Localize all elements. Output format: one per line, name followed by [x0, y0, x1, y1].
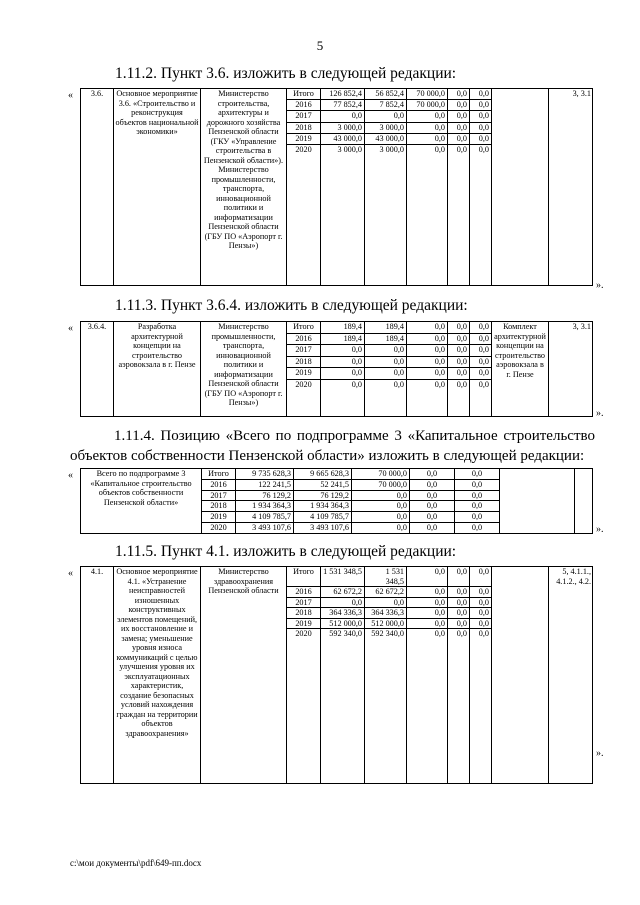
value-cell: 0,0: [455, 512, 500, 523]
value-cell: 0,0: [470, 145, 492, 286]
value-cell: 0,0: [455, 490, 500, 501]
year-cell: 2018: [287, 356, 321, 368]
section-heading-3-6: 1.11.2. Пункт 3.6. изложить в следующей редакции:: [115, 65, 457, 82]
value-cell: 0,0: [365, 111, 407, 122]
item-name: Основное мероприятие 3.6. «Строительство и реконструкция объектов национальной экономики»: [114, 89, 201, 286]
value-cell: 0,0: [352, 523, 410, 534]
item-indicator: 3, 3.1: [549, 89, 593, 286]
value-cell: 0,0: [455, 479, 500, 490]
value-cell: 0,0: [470, 356, 492, 368]
year-cell: 2020: [287, 145, 321, 286]
value-cell: 0,0: [352, 501, 410, 512]
year-cell: 2020: [287, 629, 321, 784]
value-cell: 0,0: [470, 608, 492, 619]
table-3-6: [80, 88, 593, 286]
item-number: 3.6.4.: [81, 322, 114, 417]
value-cell: 3 000,0: [365, 145, 407, 286]
value-cell: 62 672,2: [321, 587, 365, 598]
open-quote: «: [68, 90, 73, 101]
value-cell: 62 672,2: [365, 587, 407, 598]
year-cell: 2017: [202, 490, 236, 501]
value-cell: 3 000,0: [321, 145, 365, 286]
value-cell: 0,0: [455, 501, 500, 512]
year-cell: 2018: [287, 608, 321, 619]
value-cell: 512 000,0: [321, 618, 365, 629]
item-indicator: 5, 4.1.1., 4.1.2., 4.2.: [549, 567, 593, 784]
value-cell: 0,0: [470, 133, 492, 144]
value-cell: 0,0: [407, 333, 448, 345]
value-cell: 0,0: [470, 368, 492, 380]
value-cell: 70 000,0: [407, 100, 448, 111]
value-cell: 0,0: [321, 380, 365, 417]
close-quote: ».: [596, 748, 604, 759]
value-cell: 0,0: [455, 523, 500, 534]
value-cell: 0,0: [448, 629, 470, 784]
value-cell: 43 000,0: [365, 133, 407, 144]
value-cell: 0,0: [321, 368, 365, 380]
value-cell: 0,0: [407, 380, 448, 417]
value-cell: 76 129,2: [294, 490, 352, 501]
value-cell: 0,0: [470, 618, 492, 629]
year-cell: 2019: [202, 512, 236, 523]
value-cell: 70 000,0: [352, 469, 410, 480]
value-cell: 189,4: [365, 322, 407, 334]
close-quote: ».: [596, 280, 604, 291]
value-cell: 122 241,5: [236, 479, 294, 490]
value-cell: 3 000,0: [321, 122, 365, 133]
value-cell: 0,0: [407, 608, 448, 619]
year-cell: 2017: [287, 111, 321, 122]
value-cell: 43 000,0: [321, 133, 365, 144]
item-number: 3.6.: [81, 89, 114, 286]
value-cell: 76 129,2: [236, 490, 294, 501]
value-cell: 0,0: [448, 608, 470, 619]
close-quote: ».: [596, 408, 604, 419]
item-number: 4.1.: [81, 567, 114, 784]
value-cell: 0,0: [470, 333, 492, 345]
value-cell: 0,0: [365, 368, 407, 380]
value-cell: 70 000,0: [407, 89, 448, 100]
value-cell: 0,0: [365, 597, 407, 608]
value-cell: 0,0: [407, 322, 448, 334]
value-cell: 0,0: [407, 345, 448, 357]
section-heading-3-6-4: 1.11.3. Пункт 3.6.4. изложить в следующей редакции:: [115, 297, 468, 314]
value-cell: 0,0: [365, 356, 407, 368]
year-cell: Итого: [202, 469, 236, 480]
year-cell: 2018: [202, 501, 236, 512]
value-cell: 1 934 364,3: [294, 501, 352, 512]
value-cell: 1 531 348,5: [365, 567, 407, 587]
open-quote: «: [68, 323, 73, 334]
value-cell: 189,4: [365, 333, 407, 345]
value-cell: 0,0: [321, 597, 365, 608]
value-cell: 0,0: [407, 122, 448, 133]
value-cell: 0,0: [448, 567, 470, 587]
year-cell: 2020: [287, 380, 321, 417]
value-cell: 1 934 364,3: [236, 501, 294, 512]
value-cell: 0,0: [365, 380, 407, 417]
item-result: [492, 89, 549, 286]
value-cell: 364 336,3: [321, 608, 365, 619]
year-cell: Итого: [287, 567, 321, 587]
year-cell: 2019: [287, 368, 321, 380]
value-cell: 0,0: [365, 345, 407, 357]
value-cell: 0,0: [407, 629, 448, 784]
value-cell: 3 493 107,6: [236, 523, 294, 534]
value-cell: 0,0: [470, 380, 492, 417]
section-heading-4-1: 1.11.5. Пункт 4.1. изложить в следующей редакции:: [115, 543, 457, 560]
empty-cell: [575, 469, 593, 534]
year-cell: 2020: [202, 523, 236, 534]
year-cell: 2016: [202, 479, 236, 490]
item-name: Разработка архитектурной концепции на строительство аэровокзала в г. Пензе: [114, 322, 201, 417]
year-cell: 2019: [287, 133, 321, 144]
value-cell: 512 000,0: [365, 618, 407, 629]
open-quote: «: [68, 470, 73, 481]
value-cell: 0,0: [470, 345, 492, 357]
table-3-6-4: [80, 321, 593, 417]
value-cell: 0,0: [321, 111, 365, 122]
value-cell: 0,0: [448, 145, 470, 286]
value-cell: 0,0: [410, 512, 455, 523]
value-cell: 0,0: [352, 490, 410, 501]
table-4-1: [80, 566, 593, 784]
value-cell: 0,0: [448, 597, 470, 608]
value-cell: 0,0: [448, 122, 470, 133]
value-cell: 0,0: [407, 567, 448, 587]
value-cell: 126 852,4: [321, 89, 365, 100]
value-cell: 189,4: [321, 333, 365, 345]
subprogram-label: Всего по подпрограмме 3 «Капитальное строительство объектов собственности Пензенской области»: [81, 469, 202, 534]
file-path-footer: c:\мои документы\pdf\649-пп.docx: [70, 858, 202, 868]
close-quote: ».: [596, 524, 604, 535]
value-cell: 592 340,0: [321, 629, 365, 784]
value-cell: 364 336,3: [365, 608, 407, 619]
value-cell: 0,0: [470, 100, 492, 111]
value-cell: 0,0: [407, 145, 448, 286]
value-cell: 9 735 628,3: [236, 469, 294, 480]
value-cell: 0,0: [448, 618, 470, 629]
value-cell: 3 000,0: [365, 122, 407, 133]
page-number: 5: [316, 38, 324, 53]
item-executor: Министерство строительства, архитектуры и дорожного хозяйства Пензенской области (ГКУ «Управление строительства в Пензенской области»). Министерство промышленности, транспорта, инновационной политики и информатизации Пензенской области (ГБУ ПО «Аэропорт г. Пензы»): [201, 89, 287, 286]
value-cell: 0,0: [448, 133, 470, 144]
value-cell: 0,0: [470, 111, 492, 122]
value-cell: 0,0: [410, 490, 455, 501]
open-quote: «: [68, 568, 73, 579]
value-cell: 9 665 628,3: [294, 469, 352, 480]
value-cell: 0,0: [410, 479, 455, 490]
value-cell: 0,0: [448, 368, 470, 380]
value-cell: 0,0: [407, 368, 448, 380]
value-cell: 0,0: [448, 356, 470, 368]
value-cell: 0,0: [407, 133, 448, 144]
value-cell: 189,4: [321, 322, 365, 334]
value-cell: 4 109 785,7: [294, 512, 352, 523]
value-cell: 56 852,4: [365, 89, 407, 100]
value-cell: 4 109 785,7: [236, 512, 294, 523]
value-cell: 0,0: [448, 380, 470, 417]
value-cell: 592 340,0: [365, 629, 407, 784]
year-cell: 2016: [287, 100, 321, 111]
value-cell: 0,0: [470, 322, 492, 334]
value-cell: 0,0: [448, 89, 470, 100]
item-result: [492, 567, 549, 784]
value-cell: 0,0: [448, 100, 470, 111]
item-executor: Министерство здравоохранения Пензенской области: [201, 567, 287, 784]
value-cell: 70 000,0: [352, 479, 410, 490]
item-name: Основное мероприятие 4.1. «Устранение неисправностей изношенных конструктивных элементов помещений, их восстановление и замена; уменьшение уровня износа коммуникаций с целью улучшения уровня их эксплуатационных характеристик, создание безопасных условий нахождения граждан на территории объектов здравоохранения»: [114, 567, 201, 784]
year-cell: 2017: [287, 597, 321, 608]
value-cell: 0,0: [470, 567, 492, 587]
year-cell: Итого: [287, 89, 321, 100]
value-cell: 0,0: [321, 345, 365, 357]
value-cell: 0,0: [407, 597, 448, 608]
value-cell: 0,0: [470, 597, 492, 608]
value-cell: 0,0: [410, 469, 455, 480]
year-cell: 2016: [287, 333, 321, 345]
value-cell: 0,0: [448, 322, 470, 334]
value-cell: 7 852,4: [365, 100, 407, 111]
value-cell: 0,0: [410, 501, 455, 512]
value-cell: 0,0: [407, 587, 448, 598]
table-subprogram-3: [80, 468, 593, 534]
value-cell: 0,0: [448, 111, 470, 122]
value-cell: 0,0: [448, 333, 470, 345]
value-cell: 0,0: [410, 523, 455, 534]
value-cell: 0,0: [407, 356, 448, 368]
value-cell: 1 531 348,5: [321, 567, 365, 587]
value-cell: 0,0: [470, 629, 492, 784]
year-cell: 2017: [287, 345, 321, 357]
value-cell: 0,0: [448, 587, 470, 598]
value-cell: 0,0: [448, 345, 470, 357]
value-cell: 3 493 107,6: [294, 523, 352, 534]
value-cell: 0,0: [455, 469, 500, 480]
year-cell: Итого: [287, 322, 321, 334]
value-cell: 0,0: [352, 512, 410, 523]
value-cell: 52 241,5: [294, 479, 352, 490]
subprogram-paragraph: 1.11.4. Позицию «Всего по подпрограмме 3 «Капитальное строительство объектов собственности Пензенской области» изложить в следующей редакции:: [70, 428, 595, 464]
year-cell: 2018: [287, 122, 321, 133]
value-cell: 0,0: [470, 587, 492, 598]
value-cell: 77 852,4: [321, 100, 365, 111]
item-executor: Министерство промышленности, транспорта, инновационной политики и информатизации Пензенской области (ГБУ ПО «Аэропорт г. Пензы»): [201, 322, 287, 417]
value-cell: 0,0: [470, 89, 492, 100]
year-cell: 2019: [287, 618, 321, 629]
value-cell: 0,0: [321, 356, 365, 368]
year-cell: 2016: [287, 587, 321, 598]
item-indicator: 3, 3.1: [549, 322, 593, 417]
item-result: Комплект архитектурной концепции на строительство аэровокзала в г. Пензе: [492, 322, 549, 417]
empty-cell: [500, 469, 575, 534]
value-cell: 0,0: [407, 111, 448, 122]
value-cell: 0,0: [470, 122, 492, 133]
value-cell: 0,0: [407, 618, 448, 629]
